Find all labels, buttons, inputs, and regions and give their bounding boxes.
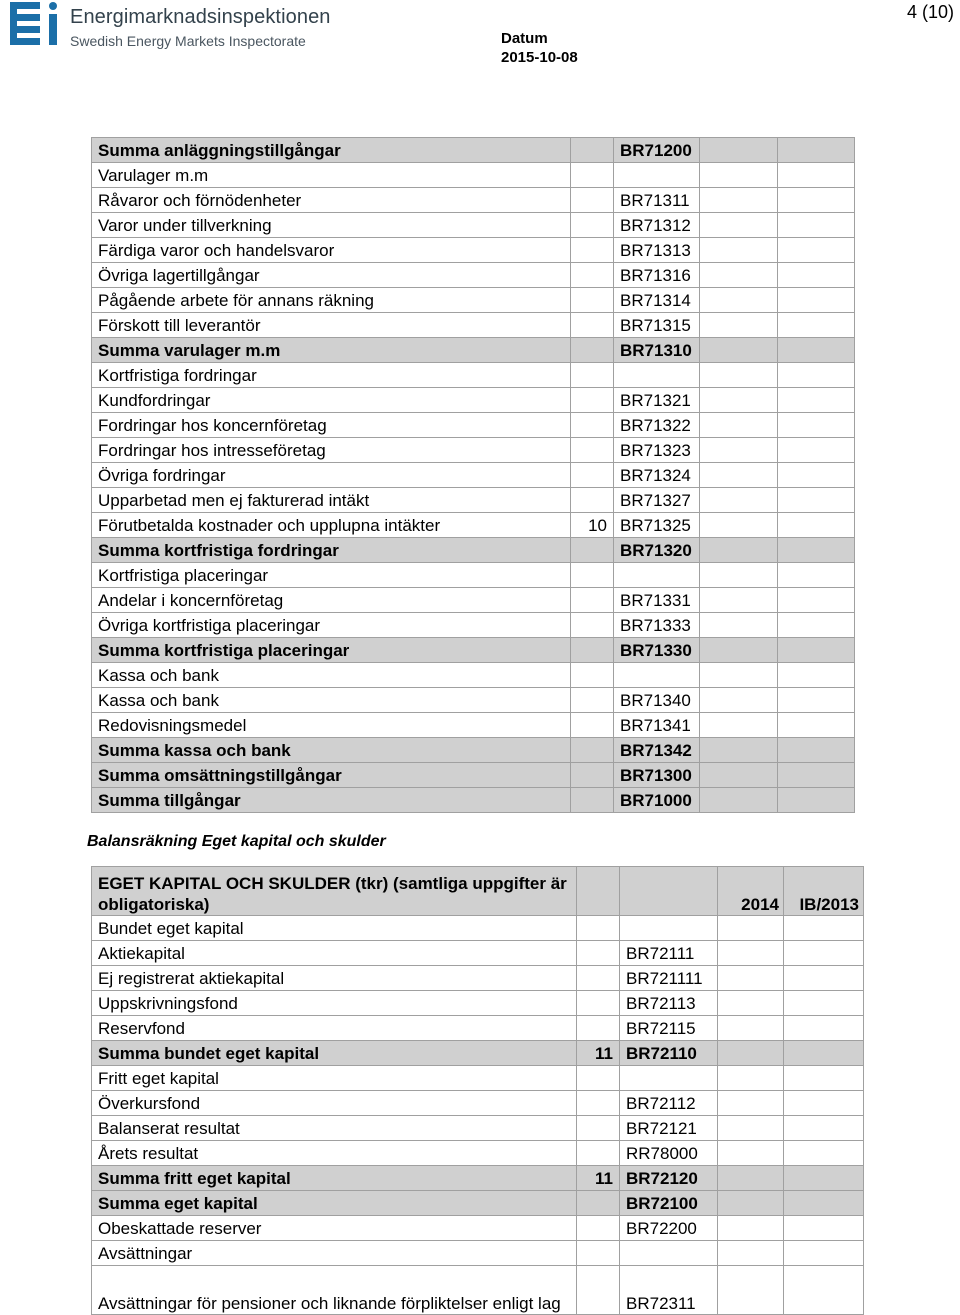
sum-row — [92, 763, 855, 788]
row-note — [577, 1216, 620, 1241]
row-label: Redovisningsmedel — [92, 713, 571, 738]
row-code: BR71341 — [614, 713, 700, 738]
value-2014-cell — [700, 263, 778, 288]
row-code: BR72111 — [620, 941, 718, 966]
table-row — [92, 588, 855, 613]
value-2014-cell — [700, 238, 778, 263]
row-label: Bundet eget kapital — [92, 916, 577, 941]
value-2014-cell — [700, 288, 778, 313]
row-note — [577, 941, 620, 966]
row-code — [614, 163, 700, 188]
row-label: Andelar i koncernföretag — [92, 588, 571, 613]
row-code: BR71330 — [614, 638, 700, 663]
value-ib-cell — [778, 138, 855, 163]
value-2014-cell — [718, 916, 784, 941]
row-label: Färdiga varor och handelsvaror — [92, 238, 571, 263]
row-label: Avsättningar för pensioner och liknande förpliktelser enligt lag — [92, 1266, 577, 1315]
value-2014-cell — [700, 313, 778, 338]
value-2014-cell — [700, 513, 778, 538]
value-2014-cell — [700, 638, 778, 663]
row-code: BR71322 — [614, 413, 700, 438]
row-note — [571, 738, 614, 763]
row-note — [577, 1066, 620, 1091]
row-code — [620, 1066, 718, 1091]
row-label: Fritt eget kapital — [92, 1066, 577, 1091]
row-note — [571, 488, 614, 513]
value-ib-cell — [784, 1041, 864, 1066]
table-row — [92, 513, 855, 538]
table-row — [92, 213, 855, 238]
row-code: BR71331 — [614, 588, 700, 613]
value-ib-cell — [784, 1241, 864, 1266]
value-ib-cell — [784, 991, 864, 1016]
liabilities-table — [91, 866, 864, 1315]
row-code: BR71315 — [614, 313, 700, 338]
row-label: Summa fritt eget kapital — [92, 1166, 577, 1191]
table-row — [92, 1091, 864, 1116]
value-ib-cell — [784, 941, 864, 966]
row-note — [577, 1141, 620, 1166]
table-row — [92, 1266, 864, 1315]
value-2014-cell — [718, 1041, 784, 1066]
row-label: Förskott till leverantör — [92, 313, 571, 338]
value-2014-cell — [700, 463, 778, 488]
row-note — [571, 663, 614, 688]
row-note — [571, 688, 614, 713]
value-2014-cell — [718, 1091, 784, 1116]
row-note — [571, 413, 614, 438]
row-label: Summa tillgångar — [92, 788, 571, 813]
value-ib-cell — [784, 916, 864, 941]
row-label: Kortfristiga placeringar — [92, 563, 571, 588]
table-row — [92, 463, 855, 488]
row-note — [571, 163, 614, 188]
value-ib-cell — [784, 1116, 864, 1141]
value-ib-cell — [778, 313, 855, 338]
table-row — [92, 238, 855, 263]
row-note — [571, 538, 614, 563]
row-note — [571, 388, 614, 413]
value-ib-cell — [778, 588, 855, 613]
value-ib-cell — [778, 638, 855, 663]
value-ib-cell — [778, 788, 855, 813]
value-2014-cell — [700, 588, 778, 613]
value-ib-cell — [784, 1016, 864, 1041]
row-label: Summa kassa och bank — [92, 738, 571, 763]
value-ib-cell — [778, 613, 855, 638]
row-code: BR71325 — [614, 513, 700, 538]
header-2014: 2014 — [718, 867, 784, 916]
value-2014-cell — [700, 713, 778, 738]
row-label: Överkursfond — [92, 1091, 577, 1116]
value-ib-cell — [778, 413, 855, 438]
value-ib-cell — [778, 363, 855, 388]
row-code: BR71200 — [614, 138, 700, 163]
row-code: BR71324 — [614, 463, 700, 488]
value-ib-cell — [784, 1216, 864, 1241]
value-ib-cell — [778, 488, 855, 513]
row-code: BR71000 — [614, 788, 700, 813]
value-ib-cell — [778, 263, 855, 288]
row-code: BR721111 — [620, 966, 718, 991]
row-code: BR71313 — [614, 238, 700, 263]
row-note — [571, 588, 614, 613]
row-label: Upparbetad men ej fakturerad intäkt — [92, 488, 571, 513]
value-2014-cell — [718, 941, 784, 966]
row-note — [571, 638, 614, 663]
ei-logo — [6, 2, 66, 50]
row-label: Summa omsättningstillgångar — [92, 763, 571, 788]
row-label: Avsättningar — [92, 1241, 577, 1266]
row-label: Varor under tillverkning — [92, 213, 571, 238]
row-label: Summa eget kapital — [92, 1191, 577, 1216]
table-row — [92, 916, 864, 941]
row-code: BR72115 — [620, 1016, 718, 1041]
row-label: Övriga lagertillgångar — [92, 263, 571, 288]
value-ib-cell — [778, 663, 855, 688]
sum-row — [92, 1191, 864, 1216]
row-note — [571, 238, 614, 263]
row-code: BR72100 — [620, 1191, 718, 1216]
value-2014-cell — [718, 1116, 784, 1141]
row-code: BR71311 — [614, 188, 700, 213]
row-label: Summa varulager m.m — [92, 338, 571, 363]
sum-row — [92, 338, 855, 363]
table-row — [92, 388, 855, 413]
table-row — [92, 1141, 864, 1166]
value-ib-cell — [778, 688, 855, 713]
value-ib-cell — [778, 288, 855, 313]
row-code: BR71327 — [614, 488, 700, 513]
row-code: BR72120 — [620, 1166, 718, 1191]
row-label: Balanserat resultat — [92, 1116, 577, 1141]
value-ib-cell — [778, 188, 855, 213]
table-row — [92, 163, 855, 188]
row-code — [614, 563, 700, 588]
row-label: Summa kortfristiga fordringar — [92, 538, 571, 563]
value-ib-cell — [784, 1266, 864, 1315]
row-label: Varulager m.m — [92, 163, 571, 188]
value-ib-cell — [784, 966, 864, 991]
table-row — [92, 263, 855, 288]
value-ib-cell — [778, 738, 855, 763]
value-2014-cell — [718, 1066, 784, 1091]
value-2014-cell — [718, 1266, 784, 1315]
value-2014-cell — [700, 188, 778, 213]
row-note — [577, 916, 620, 941]
org-name: Energimarknadsinspektionen — [70, 6, 331, 28]
value-ib-cell — [778, 563, 855, 588]
value-ib-cell — [778, 713, 855, 738]
header-ib-2013: IB/2013 — [784, 867, 864, 916]
row-note — [577, 1191, 620, 1216]
sum-row — [92, 1041, 864, 1066]
row-code: BR71300 — [614, 763, 700, 788]
value-2014-cell — [718, 1191, 784, 1216]
row-note — [571, 563, 614, 588]
org-name-english: Swedish Energy Markets Inspectorate — [70, 33, 306, 49]
row-label: Obeskattade reserver — [92, 1216, 577, 1241]
table-row — [92, 663, 855, 688]
row-note: 11 — [577, 1041, 620, 1066]
table-row — [92, 363, 855, 388]
value-ib-cell — [778, 463, 855, 488]
row-label: Årets resultat — [92, 1141, 577, 1166]
value-2014-cell — [700, 213, 778, 238]
row-code — [614, 663, 700, 688]
row-code — [614, 363, 700, 388]
value-2014-cell — [700, 613, 778, 638]
value-2014-cell — [700, 738, 778, 763]
value-ib-cell — [778, 213, 855, 238]
row-code: BR71323 — [614, 438, 700, 463]
row-note — [571, 213, 614, 238]
value-2014-cell — [700, 138, 778, 163]
row-note — [577, 966, 620, 991]
row-note — [577, 1016, 620, 1041]
row-label: Fordringar hos intresseföretag — [92, 438, 571, 463]
value-2014-cell — [700, 688, 778, 713]
row-label: Kassa och bank — [92, 688, 571, 713]
table-row — [92, 688, 855, 713]
value-2014-cell — [718, 1141, 784, 1166]
row-note — [571, 613, 614, 638]
value-2014-cell — [700, 363, 778, 388]
value-2014-cell — [718, 966, 784, 991]
table-row — [92, 713, 855, 738]
table-row — [92, 966, 864, 991]
row-code: BR71310 — [614, 338, 700, 363]
row-label: Uppskrivningsfond — [92, 991, 577, 1016]
row-label: Kortfristiga fordringar — [92, 363, 571, 388]
row-label: Kassa och bank — [92, 663, 571, 688]
row-code: BR72110 — [620, 1041, 718, 1066]
row-note — [571, 313, 614, 338]
row-label: Summa anläggningstillgångar — [92, 138, 571, 163]
sum-row — [92, 138, 855, 163]
row-label: Pågående arbete för annans räkning — [92, 288, 571, 313]
value-ib-cell — [784, 1091, 864, 1116]
value-2014-cell — [700, 438, 778, 463]
table-row — [92, 1066, 864, 1091]
row-code: BR71342 — [614, 738, 700, 763]
row-code: BR71340 — [614, 688, 700, 713]
date-label: Datum — [501, 30, 548, 47]
date-value: 2015-10-08 — [501, 49, 578, 66]
row-label: Ej registrerat aktiekapital — [92, 966, 577, 991]
value-2014-cell — [700, 488, 778, 513]
row-note — [571, 138, 614, 163]
row-note — [571, 463, 614, 488]
value-2014-cell — [700, 388, 778, 413]
row-label: Summa kortfristiga placeringar — [92, 638, 571, 663]
table-row — [92, 1116, 864, 1141]
row-code: BR72121 — [620, 1116, 718, 1141]
value-2014-cell — [700, 163, 778, 188]
row-label: Reservfond — [92, 1016, 577, 1041]
header-note-cell — [577, 867, 620, 916]
table-row — [92, 188, 855, 213]
table-header-row — [92, 867, 864, 916]
header-label: EGET KAPITAL OCH SKULDER (tkr) (samtliga uppgifter är obligatoriska) — [92, 867, 577, 916]
value-2014-cell — [700, 338, 778, 363]
value-ib-cell — [784, 1191, 864, 1216]
table-row — [92, 1016, 864, 1041]
value-ib-cell — [778, 438, 855, 463]
row-note — [571, 338, 614, 363]
sum-row — [92, 738, 855, 763]
value-ib-cell — [778, 763, 855, 788]
table-row — [92, 438, 855, 463]
table-row — [92, 941, 864, 966]
row-code: BR71321 — [614, 388, 700, 413]
row-note — [571, 713, 614, 738]
value-ib-cell — [778, 163, 855, 188]
row-note — [571, 788, 614, 813]
row-code: BR71314 — [614, 288, 700, 313]
table-row — [92, 313, 855, 338]
page-number: 4 (10) — [906, 2, 954, 22]
row-note — [577, 1241, 620, 1266]
value-2014-cell — [700, 788, 778, 813]
section-heading: Balansräkning Eget kapital och skulder — [87, 833, 386, 850]
row-note — [571, 263, 614, 288]
row-label: Summa bundet eget kapital — [92, 1041, 577, 1066]
row-note — [577, 1116, 620, 1141]
row-note — [571, 188, 614, 213]
value-ib-cell — [778, 238, 855, 263]
row-code: BR72113 — [620, 991, 718, 1016]
table-row — [92, 1241, 864, 1266]
value-2014-cell — [718, 1241, 784, 1266]
row-code — [620, 916, 718, 941]
table-row — [92, 413, 855, 438]
row-label: Aktiekapital — [92, 941, 577, 966]
row-code: RR78000 — [620, 1141, 718, 1166]
row-code: BR72112 — [620, 1091, 718, 1116]
sum-row — [92, 1166, 864, 1191]
value-ib-cell — [784, 1141, 864, 1166]
table-row — [92, 563, 855, 588]
header-code-cell — [620, 867, 718, 916]
value-2014-cell — [700, 563, 778, 588]
row-code: BR71333 — [614, 613, 700, 638]
row-code: BR72200 — [620, 1216, 718, 1241]
row-code: BR71320 — [614, 538, 700, 563]
value-ib-cell — [784, 1166, 864, 1191]
row-code: BR71316 — [614, 263, 700, 288]
sum-row — [92, 638, 855, 663]
value-ib-cell — [778, 538, 855, 563]
value-2014-cell — [700, 663, 778, 688]
value-2014-cell — [718, 1166, 784, 1191]
row-note — [577, 1266, 620, 1315]
sum-row — [92, 538, 855, 563]
row-note — [571, 288, 614, 313]
row-note — [571, 763, 614, 788]
row-label: Fordringar hos koncernföretag — [92, 413, 571, 438]
row-code — [620, 1241, 718, 1266]
row-label: Övriga fordringar — [92, 463, 571, 488]
value-ib-cell — [778, 388, 855, 413]
table-row — [92, 288, 855, 313]
value-2014-cell — [718, 991, 784, 1016]
table-row — [92, 488, 855, 513]
table-row — [92, 613, 855, 638]
value-2014-cell — [718, 1216, 784, 1241]
row-note — [571, 363, 614, 388]
row-label: Övriga kortfristiga placeringar — [92, 613, 571, 638]
row-note — [577, 991, 620, 1016]
value-2014-cell — [700, 538, 778, 563]
sum-row — [92, 788, 855, 813]
value-2014-cell — [700, 763, 778, 788]
row-note — [571, 438, 614, 463]
value-2014-cell — [718, 1016, 784, 1041]
row-note — [577, 1091, 620, 1116]
table-row — [92, 1216, 864, 1241]
row-note: 10 — [571, 513, 614, 538]
row-label: Kundfordringar — [92, 388, 571, 413]
value-ib-cell — [778, 513, 855, 538]
row-note: 11 — [577, 1166, 620, 1191]
row-code: BR71312 — [614, 213, 700, 238]
row-label: Råvaror och förnödenheter — [92, 188, 571, 213]
table-row — [92, 991, 864, 1016]
value-ib-cell — [784, 1066, 864, 1091]
value-2014-cell — [700, 413, 778, 438]
assets-table — [91, 137, 855, 813]
row-code: BR72311 — [620, 1266, 718, 1315]
row-label: Förutbetalda kostnader och upplupna intäkter — [92, 513, 571, 538]
value-ib-cell — [778, 338, 855, 363]
